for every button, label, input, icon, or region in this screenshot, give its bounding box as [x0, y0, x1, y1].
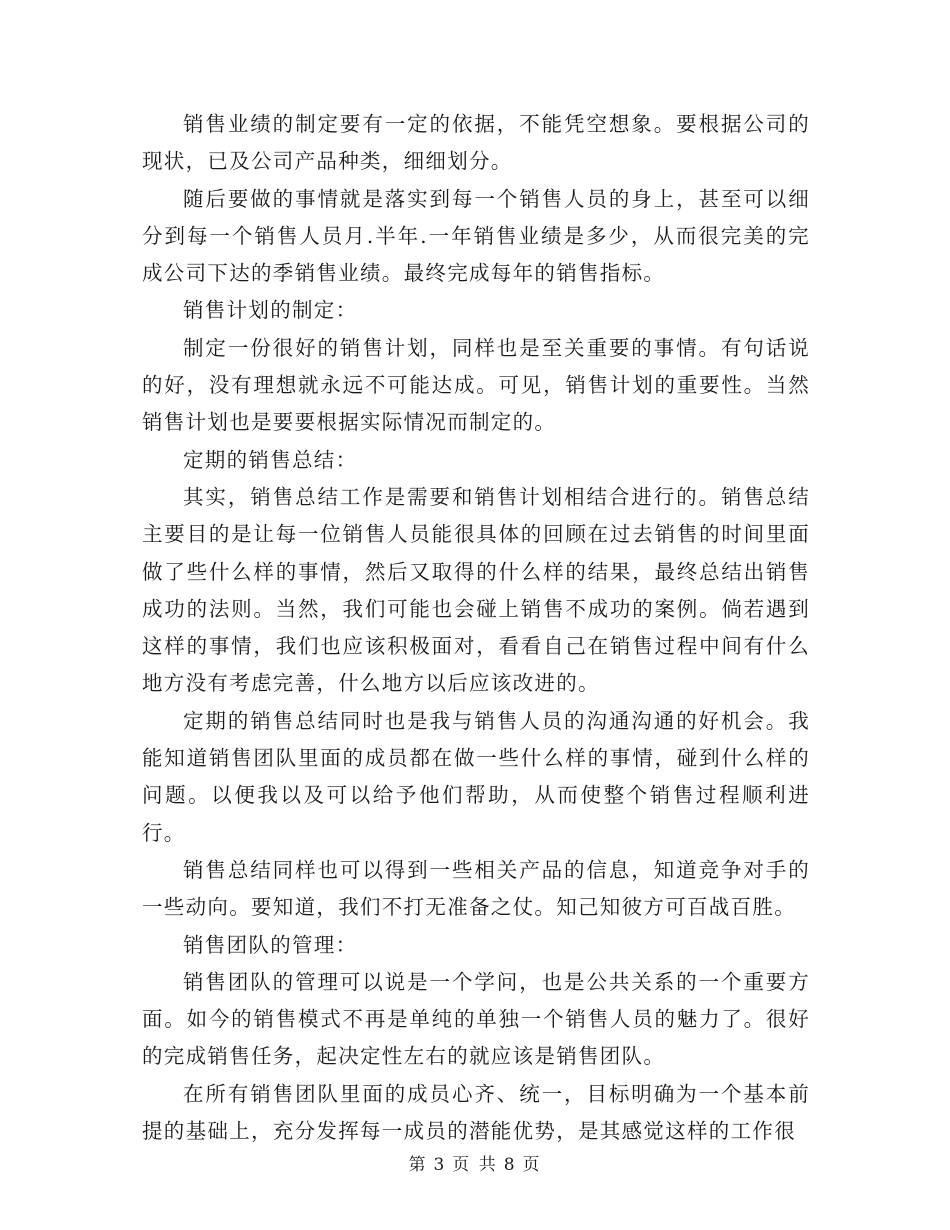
current-page-number: 3 [433, 1155, 447, 1175]
paragraph: 随后要做的事情就是落实到每一个销售人员的身上，甚至可以细分到每一个销售人员月.半年.一年销售业绩是多少，从而很完美的完成公司下达的季销售业绩。最终完成每年的销售指标。 [142, 186, 810, 286]
page-label-suffix: 页 [522, 1155, 542, 1175]
paragraph: 定期的销售总结同时也是我与销售人员的沟通沟通的好机会。我能知道销售团队里面的成员都在做一些什么样的事情，碰到什么样的问题。以便我以及可以给予他们帮助，从而使整个销售过程顺利进行。 [142, 708, 810, 845]
paragraph: 制定一份很好的销售计划，同样也是至关重要的事情。有句话说的好，没有理想就永远不可能达成。可见，销售计划的重要性。当然销售计划也是要要根据实际情况而制定的。 [142, 335, 810, 435]
page-footer [0, 1153, 950, 1177]
section-heading: 定期的销售总结： [183, 447, 358, 472]
page-label-prefix: 第 [408, 1155, 428, 1175]
paragraph: 销售业绩的制定要有一定的依据，不能凭空想象。要根据公司的现状，已及公司产品种类，细细划分。 [142, 112, 810, 174]
paragraph: 在所有销售团队里面的成员心齐、统一，目标明确为一个基本前提的基础上，充分发挥每一成员的潜能优势，是其感觉这样的工作很 [142, 1081, 810, 1144]
paragraph: 其实，销售总结工作是需要和销售计划相结合进行的。销售总结主要目的是让每一位销售人员能很具体的回顾在过去销售的时间里面做了些什么样的事情，然后又取得的什么样的结果，最终总结出销售成功的法则。当然，我们可能也会碰上销售不成功的案例。倘若遇到这样的事情，我们也应该积极面对，看看自己在销售过程中间有什么地方没有考虑完善，什么地方以后应该改进的。 [142, 484, 810, 696]
total-pages-number: 8 [503, 1155, 517, 1175]
document-body [142, 106, 810, 1150]
section-heading: 销售团队的管理： [183, 932, 358, 957]
section-heading: 销售计划的制定： [183, 298, 358, 323]
paragraph: 销售团队的管理可以说是一个学问，也是公共关系的一个重要方面。如今的销售模式不再是单纯的单独一个销售人员的魅力了。很好的完成销售任务，起决定性左右的就应该是销售团队。 [142, 969, 810, 1069]
paragraph: 销售总结同样也可以得到一些相关产品的信息，知道竞争对手的一些动向。要知道，我们不打无准备之仗。知己知彼方可百战百胜。 [142, 857, 810, 920]
page-label-mid: 页 共 [452, 1155, 498, 1175]
